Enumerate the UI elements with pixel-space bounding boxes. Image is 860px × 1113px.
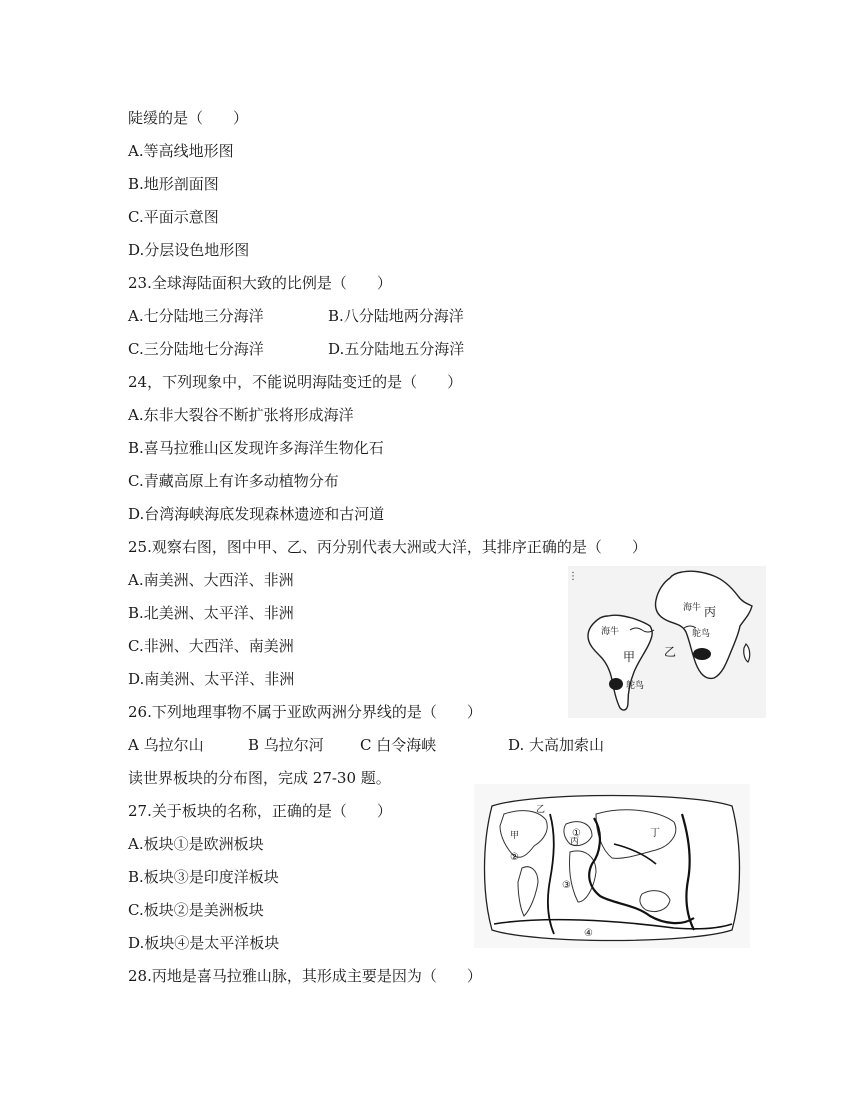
q26-option-b: B 乌拉尔河	[248, 736, 324, 754]
q26-option-d: D. 大高加索山	[508, 736, 605, 754]
q25-stem: 25.观察右图，图中甲、乙、丙分别代表大洲或大洋，其排序正确的是（ ）	[128, 538, 647, 556]
continents-map-svg	[568, 566, 766, 718]
q23-option-d: D.五分陆地五分海洋	[328, 340, 465, 358]
plate-label-ding: 丁	[650, 828, 660, 839]
q25-option-d: D.南美洲、太平洋、非洲	[128, 670, 295, 688]
q25-option-a: A.南美洲、大西洋、非洲	[128, 571, 294, 589]
q22-option-b: B.地形剖面图	[128, 175, 219, 193]
q23-option-c: C.三分陆地七分海洋	[128, 340, 264, 358]
q24-option-c: C.青藏高原上有许多动植物分布	[128, 472, 339, 490]
q25-option-c: C.非洲、大西洋、南美洲	[128, 637, 294, 655]
q22-option-a: A.等高线地形图	[128, 142, 234, 160]
plate-label-jia: 甲	[510, 831, 520, 841]
q27-option-b: B.板块③是印度洋板块	[128, 868, 279, 886]
q27-option-a: A.板块①是欧洲板块	[128, 835, 264, 853]
q28-stem: 28.丙地是喜马拉雅山脉，其形成主要是因为（ ）	[128, 967, 482, 985]
ostrich-africa-icon	[693, 648, 711, 660]
q26-option-c: C 白令海峡	[360, 736, 437, 754]
label-bing: 丙	[704, 605, 717, 619]
plate-label-2: ②	[510, 852, 519, 863]
q23-options-row-2	[128, 339, 465, 359]
q27-option-c: C.板块②是美洲板块	[128, 901, 264, 919]
q24-option-a: A.东非大裂谷不断扩张将形成海洋	[128, 406, 354, 424]
label-hainiu-america: 海牛	[601, 627, 620, 637]
plate-label-3: ③	[562, 880, 571, 891]
ostrich-america-icon	[609, 678, 623, 690]
figure-plates-map	[474, 784, 750, 948]
q25-option-b: B.北美洲、太平洋、非洲	[128, 604, 294, 622]
q23-option-a: A.七分陆地三分海洋	[128, 307, 264, 325]
label-yi: 乙	[664, 645, 677, 659]
q23-stem: 23.全球海陆面积大致的比例是（ ）	[128, 274, 392, 292]
label-jia: 甲	[623, 650, 636, 664]
q26-stem: 26.下列地理事物不属于亚欧两洲分界线的是（ ）	[128, 703, 482, 721]
q22-option-c: C.平面示意图	[128, 208, 219, 226]
q24-option-b: B.喜马拉雅山区发现许多海洋生物化石	[128, 439, 384, 457]
q27-stem: 27.关于板块的名称，正确的是（ ）	[128, 802, 392, 820]
q23-options-row-1	[128, 306, 464, 326]
plate-label-bing: 丙	[570, 837, 580, 847]
label-tuoniao-africa: 鸵鸟	[692, 629, 711, 639]
map-dots: ⋮	[568, 571, 578, 582]
q27-30-intro: 读世界板块的分布图，完成 27-30 题。	[128, 769, 391, 787]
plate-label-4: ④	[584, 928, 593, 939]
q23-option-b: B.八分陆地两分海洋	[328, 307, 464, 325]
plates-map-svg	[474, 784, 750, 948]
q22-stem-tail: 陡缓的是（ ）	[128, 109, 249, 127]
q24-option-d: D.台湾海峡海底发现森林遗迹和古河道	[128, 505, 385, 523]
q26-option-a: A 乌拉尔山	[128, 736, 204, 754]
label-hainiu-africa: 海牛	[683, 603, 702, 613]
q27-option-d: D.板块④是太平洋板块	[128, 934, 280, 952]
q22-option-d: D.分层设色地形图	[128, 241, 250, 259]
plate-label-yi: 乙	[536, 805, 546, 815]
plate-label-1: ①	[572, 828, 581, 839]
q26-options-row	[128, 735, 605, 755]
label-tuoniao-america: 鸵鸟	[626, 681, 645, 691]
q24-stem: 24，下列现象中，不能说明海陆变迁的是（ ）	[128, 373, 463, 391]
figure-continents-map	[568, 566, 766, 718]
